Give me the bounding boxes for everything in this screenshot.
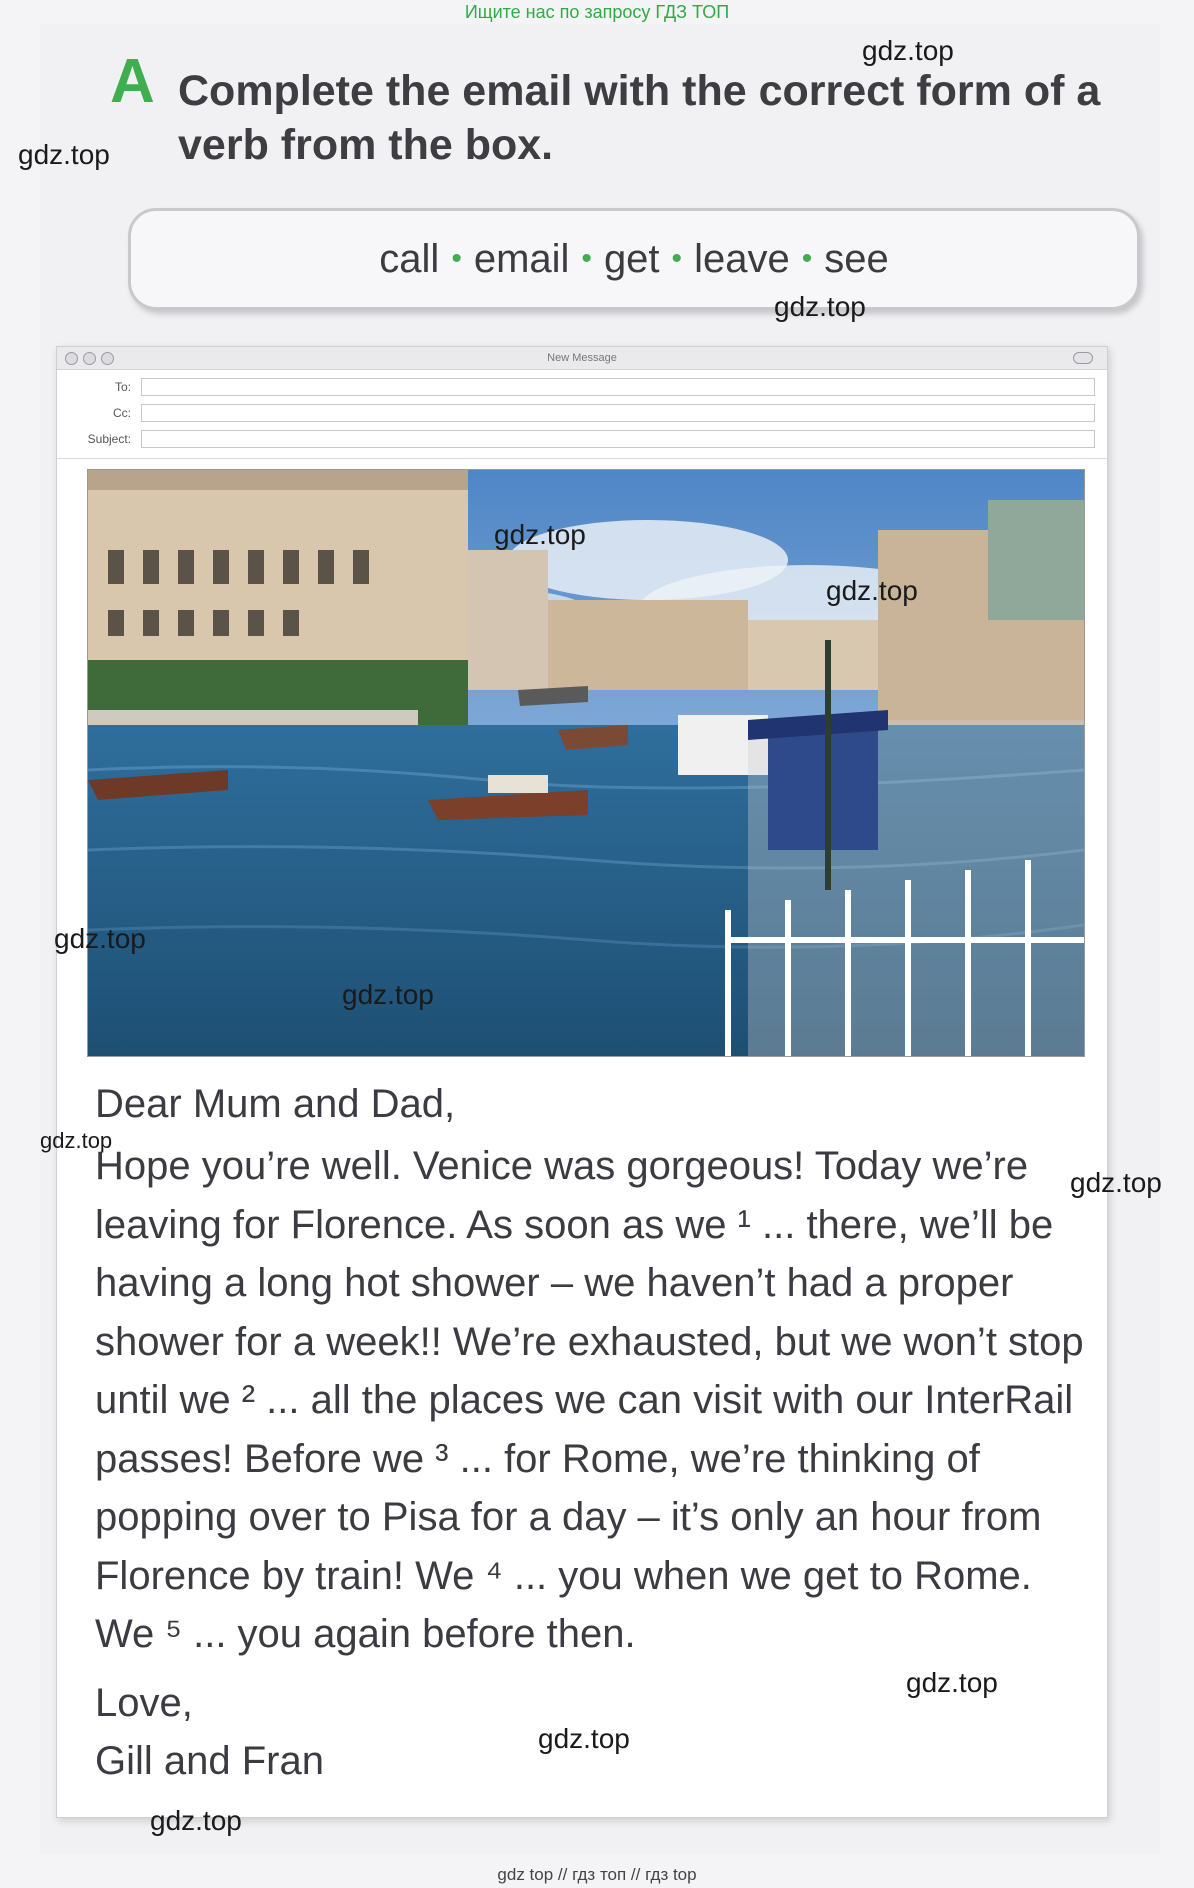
to-label: To: [114, 380, 131, 394]
top-banner[interactable]: Ищите нас по запросу ГДЗ ТОП [464, 2, 730, 22]
watermark: gdz.top [1070, 1167, 1162, 1198]
letter-body: Hope you’re well. Venice was gorgeous! Today we’re leaving for Florence. As soon as we ¹ ... there, we’ll be having a long hot shower – we haven’t had a proper shower for a week!! We’re exhausted, but we won’t stop until we ² ... all the places we can visit with our InterRail passes! Before we ³ ... for Rome, we’re thinking of popping over to Pisa for a day – it’s only an hour from Florence by train! We ⁴ ... you when we get to Rome. We ⁵ ... you again before then. [95, 1144, 1084, 1656]
cc-row [69, 400, 1095, 426]
email-fields [57, 370, 1107, 459]
word-see: see [824, 236, 889, 281]
minimize-icon [83, 352, 96, 365]
word-email: email [473, 236, 570, 281]
subject-label: Subject: [87, 432, 131, 446]
window-title: New Message [547, 352, 617, 364]
watermark: gdz.top [538, 1723, 630, 1754]
watermark: gdz.top [826, 575, 918, 606]
subject-row [69, 426, 1095, 452]
word-box [128, 208, 1140, 310]
watermark: gdz.top [150, 1805, 242, 1836]
word-call: call [379, 236, 440, 281]
letter-greeting: Dear Mum and Dad, [95, 1082, 456, 1126]
cc-field [141, 404, 1095, 422]
watermark: gdz.top [40, 1128, 113, 1153]
word-separator: • [801, 242, 813, 275]
subject-field [141, 430, 1095, 448]
watermark: gdz.top [906, 1667, 998, 1698]
to-row [69, 374, 1095, 400]
exercise-letter: A [110, 47, 155, 116]
word-leave: leave [694, 236, 790, 281]
watermark: gdz.top [862, 35, 954, 66]
word-separator: • [671, 242, 683, 275]
venice-grand-canal-photo [87, 469, 1085, 1057]
email-window [56, 346, 1108, 1818]
bottom-banner: gdz top // гдз топ // гдз top [497, 1865, 697, 1884]
to-field [141, 378, 1095, 396]
watermark: gdz.top [494, 519, 586, 550]
word-separator: • [451, 242, 462, 275]
window-controls [65, 352, 114, 365]
watermark: gdz.top [54, 923, 146, 954]
word-get: get [603, 236, 660, 281]
letter-closing: Love, [95, 1680, 193, 1725]
exercise-instruction: Complete the email with the correct form of a verb from the box. [178, 67, 1101, 169]
toolbar-toggle-icon [1073, 352, 1093, 364]
word-separator: • [581, 242, 592, 275]
letter-signature: Gill and Fran [95, 1738, 324, 1783]
cc-label: Cc: [113, 406, 131, 420]
watermark: gdz.top [774, 291, 866, 322]
window-titlebar [57, 347, 1107, 370]
watermark: gdz.top [342, 979, 434, 1010]
zoom-icon [101, 352, 114, 365]
close-icon [65, 352, 78, 365]
watermark: gdz.top [18, 139, 110, 170]
